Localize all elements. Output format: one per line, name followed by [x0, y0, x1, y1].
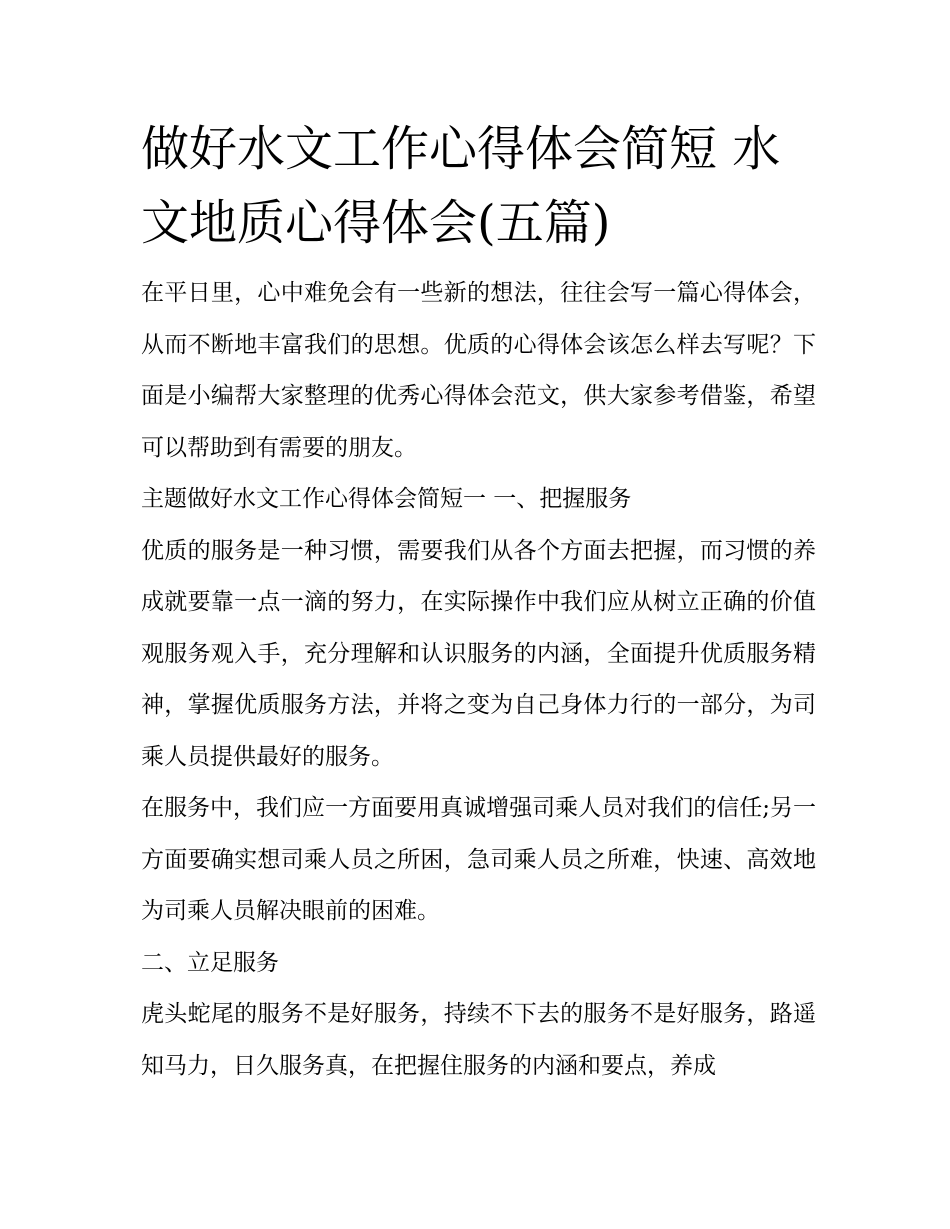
intro-paragraph: 在平日里，心中难免会有一些新的想法，往往会写一篇心得体会，从而不断地丰富我们的思想。优质的心得体会该怎么样去写呢？下面是小编帮大家整理的优秀心得体会范文，供大家参考借鉴，希望可以帮助到有需要的朋友。 [141, 280, 816, 461]
section-heading-1: 主题做好水文工作心得体会简短一 一、把握服务 [141, 486, 632, 512]
section-heading-2: 二、立足服务 [141, 949, 279, 976]
document-title: 做好水文工作心得体会简短 水文地质心得体会(五篇) [141, 121, 781, 251]
body-paragraph: 在服务中，我们应一方面要用真诚增强司乘人员对我们的信任;另一方面要确实想司乘人员之所困，急司乘人员之所难，快速、高效地为司乘人员解决眼前的困难。 [141, 795, 816, 924]
body-paragraph: 虎头蛇尾的服务不是好服务，持续不下去的服务不是好服务，路遥知马力，日久服务真，在把握住服务的内涵和要点，养成 [141, 1001, 816, 1079]
body-paragraph: 优质的服务是一种习惯，需要我们从各个方面去把握，而习惯的养成就要靠一点一滴的努力，在实际操作中我们应从树立正确的价值观服务观入手，充分理解和认识服务的内涵，全面提升优质服务精神，掌握优质服务方法，并将之变为自己身体力行的一部分，为司乘人员提供最好的服务。 [141, 537, 816, 770]
document-page [141, 112, 816, 1092]
